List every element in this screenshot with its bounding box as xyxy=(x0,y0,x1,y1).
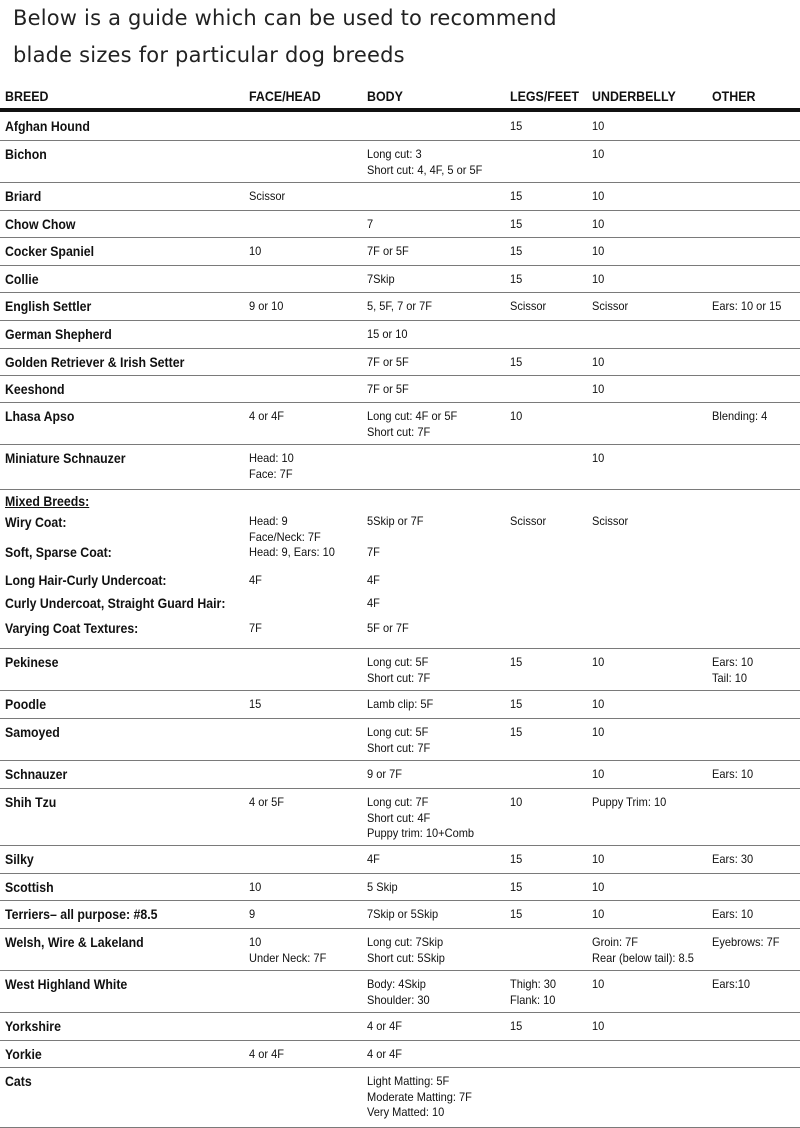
underbelly-cell: 10 xyxy=(592,977,605,991)
underbelly-cell: 10 xyxy=(592,451,605,465)
table-row xyxy=(0,266,800,293)
underbelly-cell: 10 xyxy=(592,217,605,231)
underbelly-cell: 10 xyxy=(592,767,605,781)
legs-feet-cell: 10 xyxy=(510,795,523,809)
breed-cell: Varying Coat Textures: xyxy=(5,620,139,636)
legs-feet-cell: 15 xyxy=(510,189,523,203)
face-head-cell: 4 or 5F xyxy=(249,795,284,809)
body-cell: 4 or 4F xyxy=(367,1047,402,1061)
underbelly-cell: Scissor xyxy=(592,299,629,313)
breed-cell: Terriers– all purpose: #8.5 xyxy=(5,906,158,922)
legs-feet-cell: 15 xyxy=(510,244,523,258)
breed-cell: Chow Chow xyxy=(5,216,76,232)
table-header xyxy=(0,84,800,112)
header-underbelly: UNDERBELLY xyxy=(592,89,676,104)
table-row xyxy=(0,761,800,789)
body-cell: 5, 5F, 7 or 7F xyxy=(367,299,433,313)
legs-feet-cell: Thigh: 30 Flank: 10 xyxy=(510,977,557,1007)
body-cell: 5 Skip xyxy=(367,880,398,894)
table-row xyxy=(0,901,800,929)
face-head-cell: 9 or 10 xyxy=(249,299,284,313)
other-cell: Ears: 10 xyxy=(712,907,754,921)
body-cell: 4F xyxy=(367,852,380,866)
table-row xyxy=(0,874,800,901)
body-cell: 7F xyxy=(367,545,380,559)
table-row xyxy=(0,496,800,544)
breed-cell: Schnauzer xyxy=(5,766,68,782)
breed-cell: Golden Retriever & Irish Setter xyxy=(5,354,185,370)
table-row xyxy=(0,321,800,349)
body-cell: Long cut: 7Skip Short cut: 5Skip xyxy=(367,935,445,965)
table-row xyxy=(0,403,800,445)
face-head-cell: 10 Under Neck: 7F xyxy=(249,935,327,965)
breed-cell: Curly Undercoat, Straight Guard Hair: xyxy=(5,595,226,611)
body-cell: 9 or 7F xyxy=(367,767,402,781)
underbelly-cell: 10 xyxy=(592,119,605,133)
breed-cell: Soft, Sparse Coat: xyxy=(5,544,112,560)
header-other: OTHER xyxy=(712,89,756,104)
body-cell: Light Matting: 5F Moderate Matting: 7F Very Matted: 10 xyxy=(367,1074,472,1119)
underbelly-cell: 10 xyxy=(592,382,605,396)
other-cell: Ears:10 xyxy=(712,977,751,991)
body-cell: Long cut: 4F or 5F Short cut: 7F xyxy=(367,409,458,439)
breed-cell: Poodle xyxy=(5,696,47,712)
breed-cell: Cats xyxy=(5,1073,32,1089)
underbelly-cell: 10 xyxy=(592,189,605,203)
table-row xyxy=(0,929,800,971)
breed-cell: Wiry Coat: xyxy=(5,514,67,530)
face-head-cell: 10 xyxy=(249,244,262,258)
body-cell: Long cut: 3 Short cut: 4, 4F, 5 or 5F xyxy=(367,147,483,177)
title-line-2: blade sizes for particular dog breeds xyxy=(13,43,405,67)
body-cell: 7F or 5F xyxy=(367,382,409,396)
body-cell: Long cut: 5F Short cut: 7F xyxy=(367,725,431,755)
face-head-cell: 4 or 4F xyxy=(249,409,284,423)
table-row xyxy=(0,789,800,846)
table-row xyxy=(0,1013,800,1041)
legs-feet-cell: 15 xyxy=(510,217,523,231)
header-breed: BREED xyxy=(5,89,49,104)
face-head-cell: Head: 9 Face/Neck: 7F xyxy=(249,514,321,544)
face-head-cell: 15 xyxy=(249,697,262,711)
breed-cell: Pekinese xyxy=(5,654,59,670)
table-row xyxy=(0,376,800,403)
body-cell: Long cut: 7F Short cut: 4F Puppy trim: 10+Comb xyxy=(367,795,475,840)
legs-feet-cell: 15 xyxy=(510,1019,523,1033)
legs-feet-cell: 15 xyxy=(510,272,523,286)
table-row xyxy=(0,293,800,321)
breed-cell: Cocker Spaniel xyxy=(5,243,95,259)
legs-feet-cell: 15 xyxy=(510,852,523,866)
legs-feet-cell: 15 xyxy=(510,697,523,711)
face-head-cell: Head: 9, Ears: 10 xyxy=(249,545,335,559)
legs-feet-cell: 15 xyxy=(510,880,523,894)
other-cell: Blending: 4 xyxy=(712,409,768,423)
face-head-cell: 4F xyxy=(249,573,262,587)
body-cell: 7F or 5F xyxy=(367,355,409,369)
table-row xyxy=(0,591,800,616)
breed-cell: Miniature Schnauzer xyxy=(5,450,126,466)
breed-cell: German Shepherd xyxy=(5,326,112,342)
face-head-cell: 4 or 4F xyxy=(249,1047,284,1061)
other-cell: Eyebrows: 7F xyxy=(712,935,780,949)
table-row xyxy=(0,183,800,211)
body-cell: 4F xyxy=(367,573,380,587)
table-row xyxy=(0,349,800,376)
table-row xyxy=(0,445,800,490)
table-row xyxy=(0,971,800,1013)
table-row xyxy=(0,719,800,761)
header-legs-feet: LEGS/FEET xyxy=(510,89,580,104)
header-body: BODY xyxy=(367,89,403,104)
breed-cell: Bichon xyxy=(5,146,47,162)
underbelly-cell: 10 xyxy=(592,880,605,894)
legs-feet-cell: Scissor xyxy=(510,514,547,528)
face-head-cell: Scissor xyxy=(249,189,286,203)
table-row xyxy=(0,113,800,141)
table-row xyxy=(0,141,800,183)
breed-cell: Scottish xyxy=(5,879,54,895)
body-cell: 15 or 10 xyxy=(367,327,408,341)
mixed-breeds-label: Mixed Breeds: xyxy=(5,493,90,509)
body-cell: Body: 4Skip Shoulder: 30 xyxy=(367,977,430,1007)
other-cell: Ears: 10 or 15 xyxy=(712,299,782,313)
body-cell: 5F or 7F xyxy=(367,621,409,635)
legs-feet-cell: 15 xyxy=(510,655,523,669)
body-cell: 4 or 4F xyxy=(367,1019,402,1033)
breed-cell: Samoyed xyxy=(5,724,60,740)
underbelly-cell: 10 xyxy=(592,655,605,669)
breed-cell: Yorkie xyxy=(5,1046,42,1062)
body-cell: 5Skip or 7F xyxy=(367,514,424,528)
underbelly-cell: 10 xyxy=(592,244,605,258)
breed-cell: Yorkshire xyxy=(5,1018,61,1034)
other-cell: Ears: 10 Tail: 10 xyxy=(712,655,754,685)
legs-feet-cell: 15 xyxy=(510,725,523,739)
table-row xyxy=(0,1068,800,1128)
breed-cell: West Highland White xyxy=(5,976,128,992)
title-line-1: Below is a guide which can be used to recommend xyxy=(13,6,557,30)
other-cell: Ears: 10 xyxy=(712,767,754,781)
breed-cell: English Settler xyxy=(5,298,92,314)
table-row xyxy=(0,1041,800,1068)
underbelly-cell: 10 xyxy=(592,1019,605,1033)
breed-cell: Welsh, Wire & Lakeland xyxy=(5,934,144,950)
legs-feet-cell: 10 xyxy=(510,409,523,423)
table-row xyxy=(0,568,800,591)
body-cell: Lamb clip: 5F xyxy=(367,697,434,711)
body-cell: 7 xyxy=(367,217,374,231)
table-row xyxy=(0,649,800,691)
other-cell: Ears: 30 xyxy=(712,852,754,866)
body-cell: 7Skip xyxy=(367,272,395,286)
table-row xyxy=(0,238,800,266)
legs-feet-cell: 15 xyxy=(510,119,523,133)
body-cell: Long cut: 5F Short cut: 7F xyxy=(367,655,431,685)
underbelly-cell: Scissor xyxy=(592,514,629,528)
underbelly-cell: 10 xyxy=(592,272,605,286)
face-head-cell: 7F xyxy=(249,621,262,635)
legs-feet-cell: Scissor xyxy=(510,299,547,313)
underbelly-cell: 10 xyxy=(592,852,605,866)
legs-feet-cell: 15 xyxy=(510,355,523,369)
underbelly-cell: Groin: 7F Rear (below tail): 8.5 xyxy=(592,935,694,965)
table-row xyxy=(0,616,800,649)
body-cell: 4F xyxy=(367,596,380,610)
page-title xyxy=(13,0,793,73)
breed-cell: Lhasa Apso xyxy=(5,408,75,424)
table-row xyxy=(0,540,800,568)
underbelly-cell: 10 xyxy=(592,147,605,161)
breed-cell: Silky xyxy=(5,851,34,867)
face-head-cell: 9 xyxy=(249,907,256,921)
face-head-cell: Head: 10 Face: 7F xyxy=(249,451,294,481)
breed-cell: Afghan Hound xyxy=(5,118,90,134)
breed-cell: Shih Tzu xyxy=(5,794,57,810)
underbelly-cell: 10 xyxy=(592,725,605,739)
header-face-head: FACE/HEAD xyxy=(249,89,321,104)
underbelly-cell: Puppy Trim: 10 xyxy=(592,795,667,809)
legs-feet-cell: 15 xyxy=(510,907,523,921)
underbelly-cell: 10 xyxy=(592,907,605,921)
table-row xyxy=(0,691,800,719)
breed-cell: Briard xyxy=(5,188,42,204)
face-head-cell: 10 xyxy=(249,880,262,894)
underbelly-cell: 10 xyxy=(592,697,605,711)
table-row xyxy=(0,211,800,238)
breed-cell: Long Hair-Curly Undercoat: xyxy=(5,572,167,588)
body-cell: 7Skip or 5Skip xyxy=(367,907,439,921)
table-row xyxy=(0,846,800,874)
breed-cell: Collie xyxy=(5,271,39,287)
breed-cell: Keeshond xyxy=(5,381,65,397)
underbelly-cell: 10 xyxy=(592,355,605,369)
body-cell: 7F or 5F xyxy=(367,244,409,258)
